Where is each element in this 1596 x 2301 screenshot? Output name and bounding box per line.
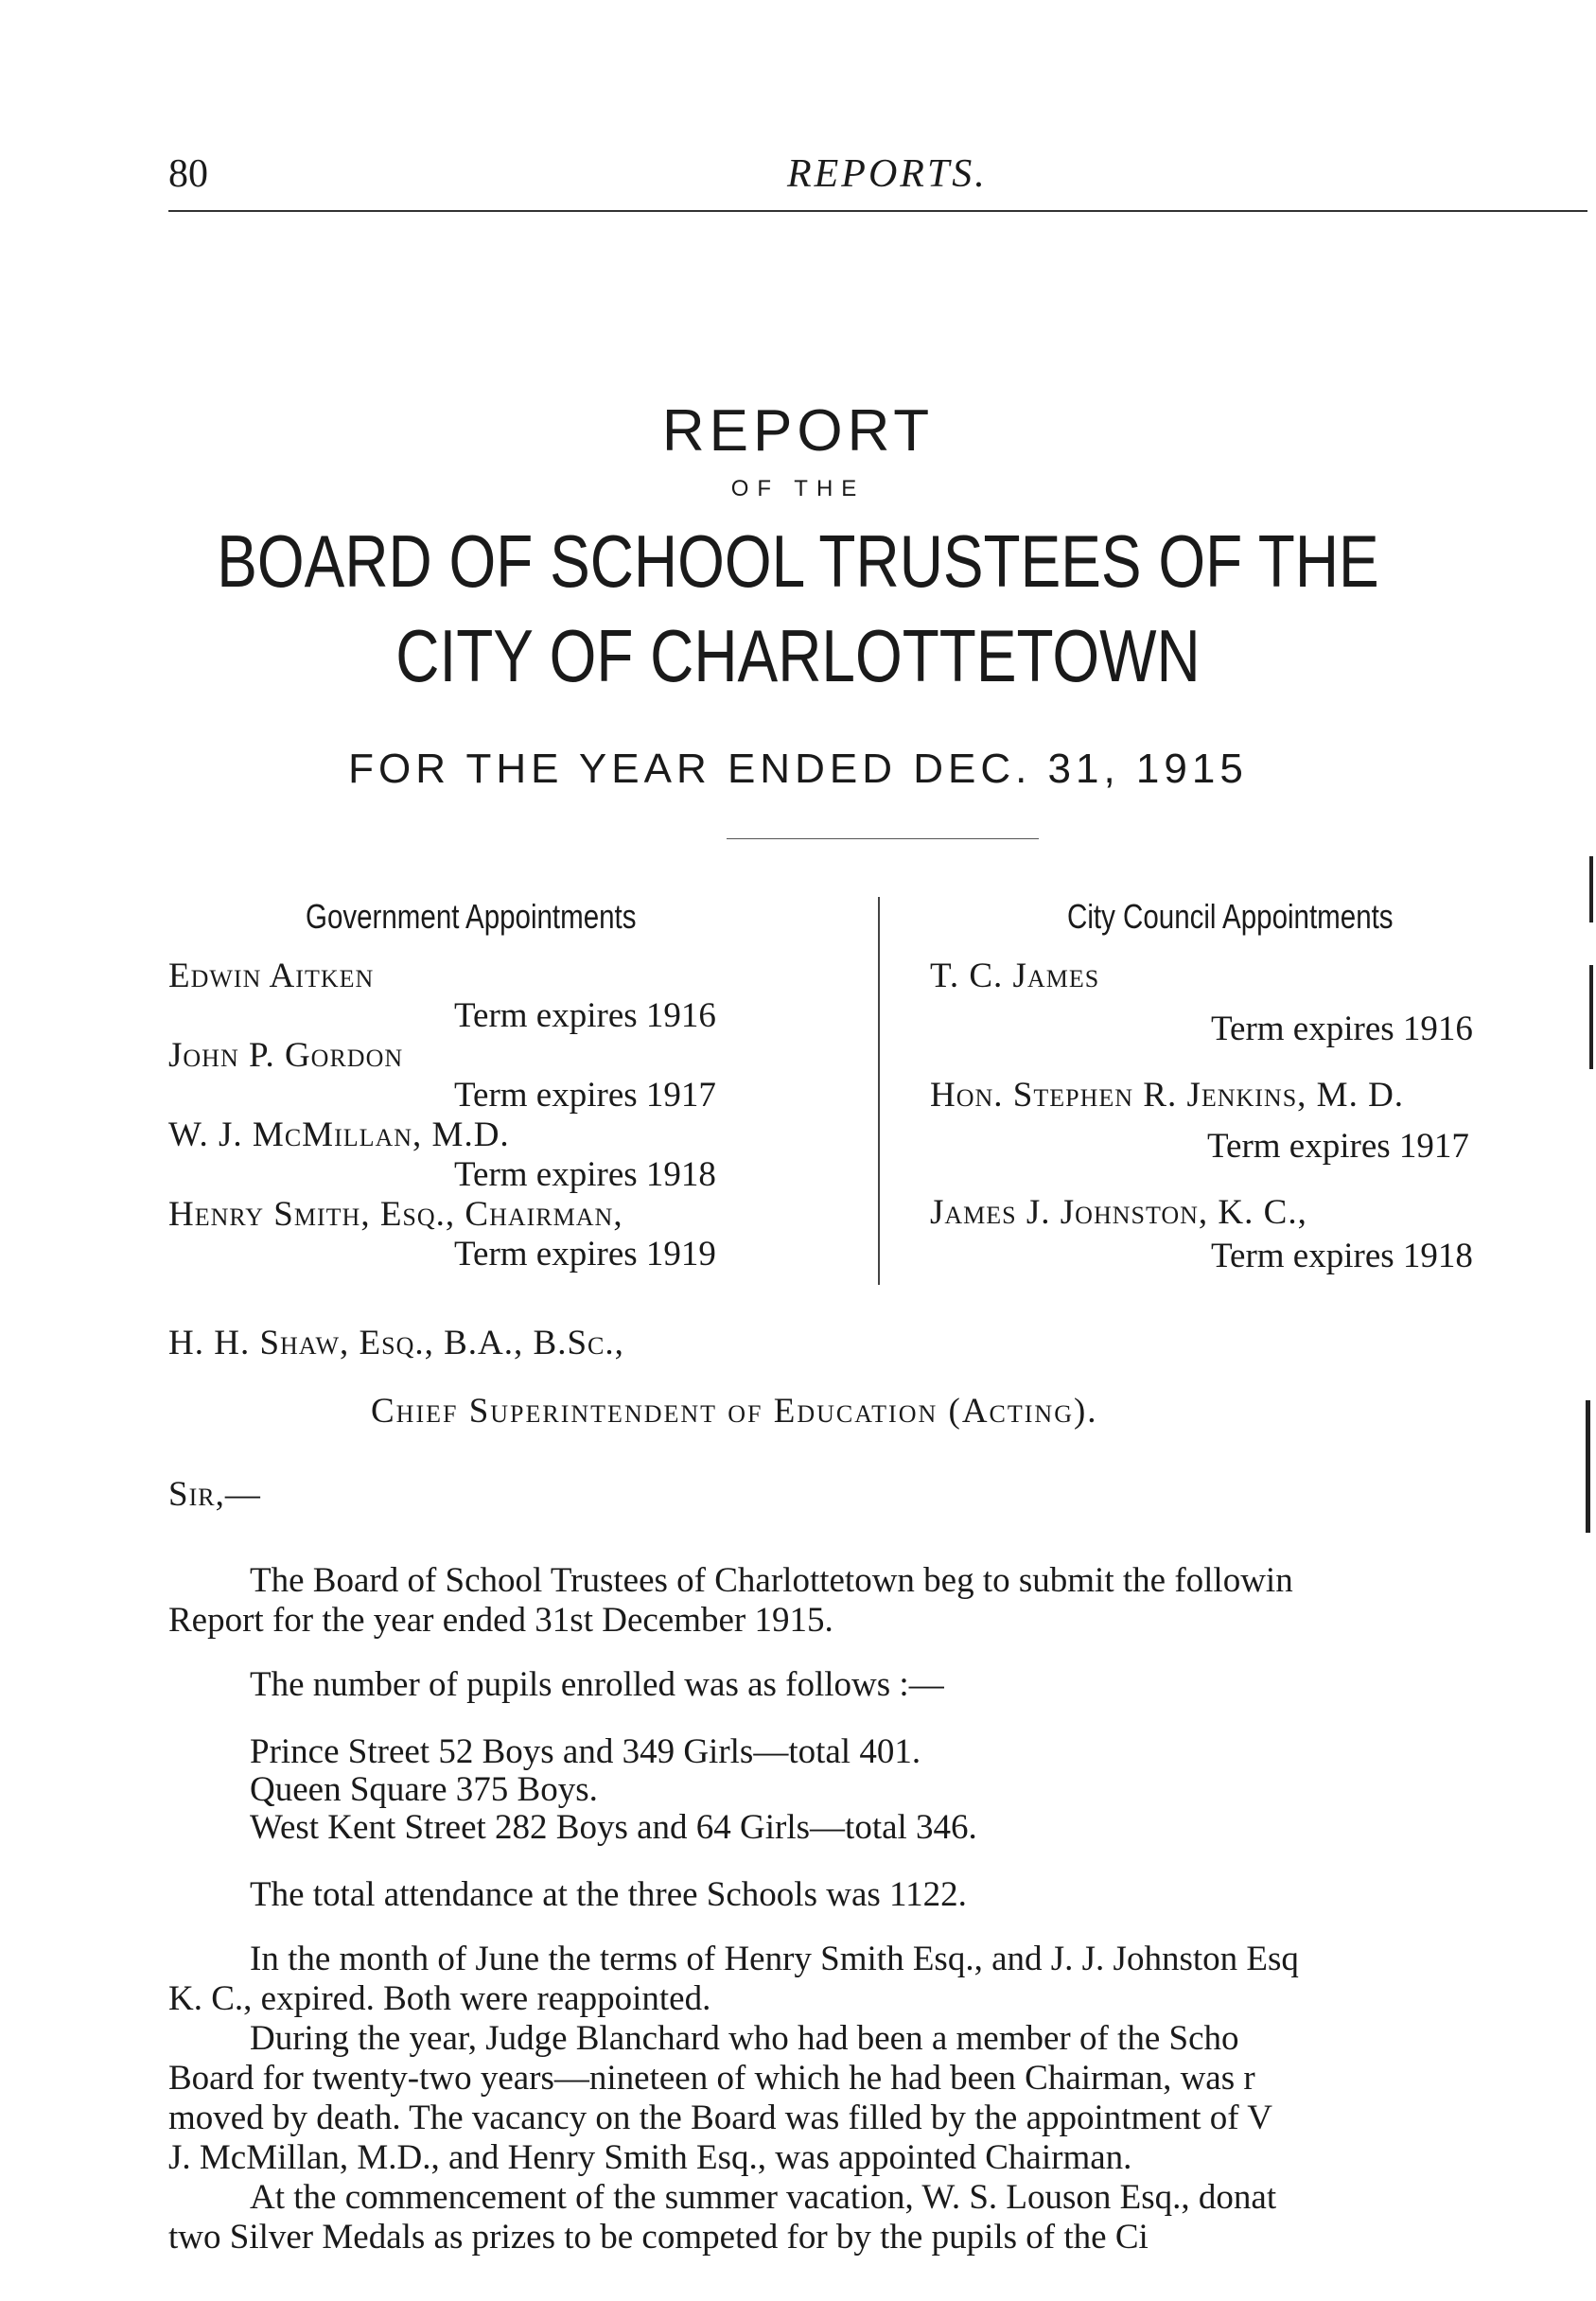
paragraph-line: Board for twenty-two years—nineteen of which he had been Chairman, was r: [168, 2059, 1255, 2098]
scan-edge-mark: [1586, 1400, 1590, 1533]
gov-appointee-name: Henry Smith, Esq., Chairman,: [168, 1195, 623, 1234]
gov-appointee-term: Term expires 1916: [454, 996, 716, 1035]
scan-edge-mark: [1589, 965, 1593, 1069]
enrolment-list: [168, 1733, 977, 1847]
scan-edge-mark: [1589, 856, 1593, 922]
paragraph-4: [168, 1940, 1299, 2019]
paragraph-1: [168, 1561, 1293, 1641]
paragraph-5: [168, 2019, 1272, 2178]
paragraph-line: two Silver Medals as prizes to be competed for by the pupils of the Ci: [168, 2218, 1149, 2257]
paragraph-2: The number of pupils enrolled was as follows :—: [250, 1665, 944, 1704]
paragraph-line: moved by death. The vacancy on the Board was filled by the appointment of V: [168, 2099, 1272, 2137]
column-divider: [878, 897, 880, 1285]
gov-appointee-name: John P. Gordon: [168, 1036, 404, 1075]
gov-appointee-term: Term expires 1917: [454, 1076, 716, 1115]
report-year-line: FOR THE YEAR ENDED DEC. 31, 1915: [348, 746, 1248, 792]
report-title: REPORT: [661, 398, 935, 464]
paragraph-line: The Board of School Trustees of Charlottetown beg to submit the followin: [250, 1561, 1293, 1600]
paragraph-line: J. McMillan, M.D., and Henry Smith Esq., was appointed Chairman.: [168, 2138, 1132, 2177]
enrolment-item: Queen Square 375 Boys.: [250, 1770, 598, 1809]
report-of-the: OF THE: [730, 476, 866, 501]
council-appointee-term: Term expires 1916: [1211, 1010, 1473, 1048]
government-appointments-heading: Government Appointments: [306, 897, 637, 936]
paragraph-line: Report for the year ended 31st December 1915.: [168, 1601, 833, 1640]
salutation: Sir,—: [168, 1475, 261, 1514]
paragraph-6: [168, 2178, 1276, 2257]
enrolment-item: Prince Street 52 Boys and 349 Girls—total 401.: [250, 1732, 921, 1771]
report-heading-line2: CITY OF CHARLOTTETOWN: [395, 614, 1201, 697]
gov-appointee-name: Edwin Aitken: [168, 957, 375, 995]
gov-appointee-term: Term expires 1918: [454, 1155, 716, 1194]
page-number: 80: [168, 152, 208, 196]
paragraph-3: The total attendance at the three Schools was 1122.: [250, 1875, 967, 1914]
council-appointee-name: James J. Johnston, K. C.,: [930, 1193, 1307, 1232]
paragraph-line: At the commencement of the summer vacation, W. S. Louson Esq., donat: [250, 2178, 1277, 2217]
enrolment-item: West Kent Street 282 Boys and 64 Girls—total 346.: [250, 1808, 977, 1847]
gov-appointee-term: Term expires 1919: [454, 1235, 716, 1273]
report-heading-line1: BOARD OF SCHOOL TRUSTEES OF THE: [217, 519, 1379, 603]
council-appointee-name: Hon. Stephen R. Jenkins, M. D.: [930, 1076, 1405, 1115]
paragraph-line: During the year, Judge Blanchard who had been a member of the Scho: [250, 2019, 1239, 2058]
addressee-title: Chief Superintendent of Education (Acting).: [371, 1392, 1098, 1431]
council-appointee-term: Term expires 1918: [1211, 1237, 1473, 1275]
addressee-name: H. H. Shaw, Esq., B.A., B.Sc.,: [168, 1324, 624, 1362]
council-appointee-name: T. C. James: [930, 957, 1100, 995]
title-divider: [727, 838, 1039, 839]
gov-appointee-name: W. J. McMillan, M.D.: [168, 1115, 510, 1154]
header-rule: [168, 210, 1587, 212]
paragraph-line: In the month of June the terms of Henry Smith Esq., and J. J. Johnston Esq: [250, 1940, 1299, 1978]
running-title: REPORTS.: [787, 152, 988, 196]
paragraph-line: K. C., expired. Both were reappointed.: [168, 1979, 711, 2018]
council-appointee-term: Term expires 1917: [1207, 1127, 1469, 1166]
council-appointments-heading: City Council Appointments: [1067, 897, 1394, 936]
